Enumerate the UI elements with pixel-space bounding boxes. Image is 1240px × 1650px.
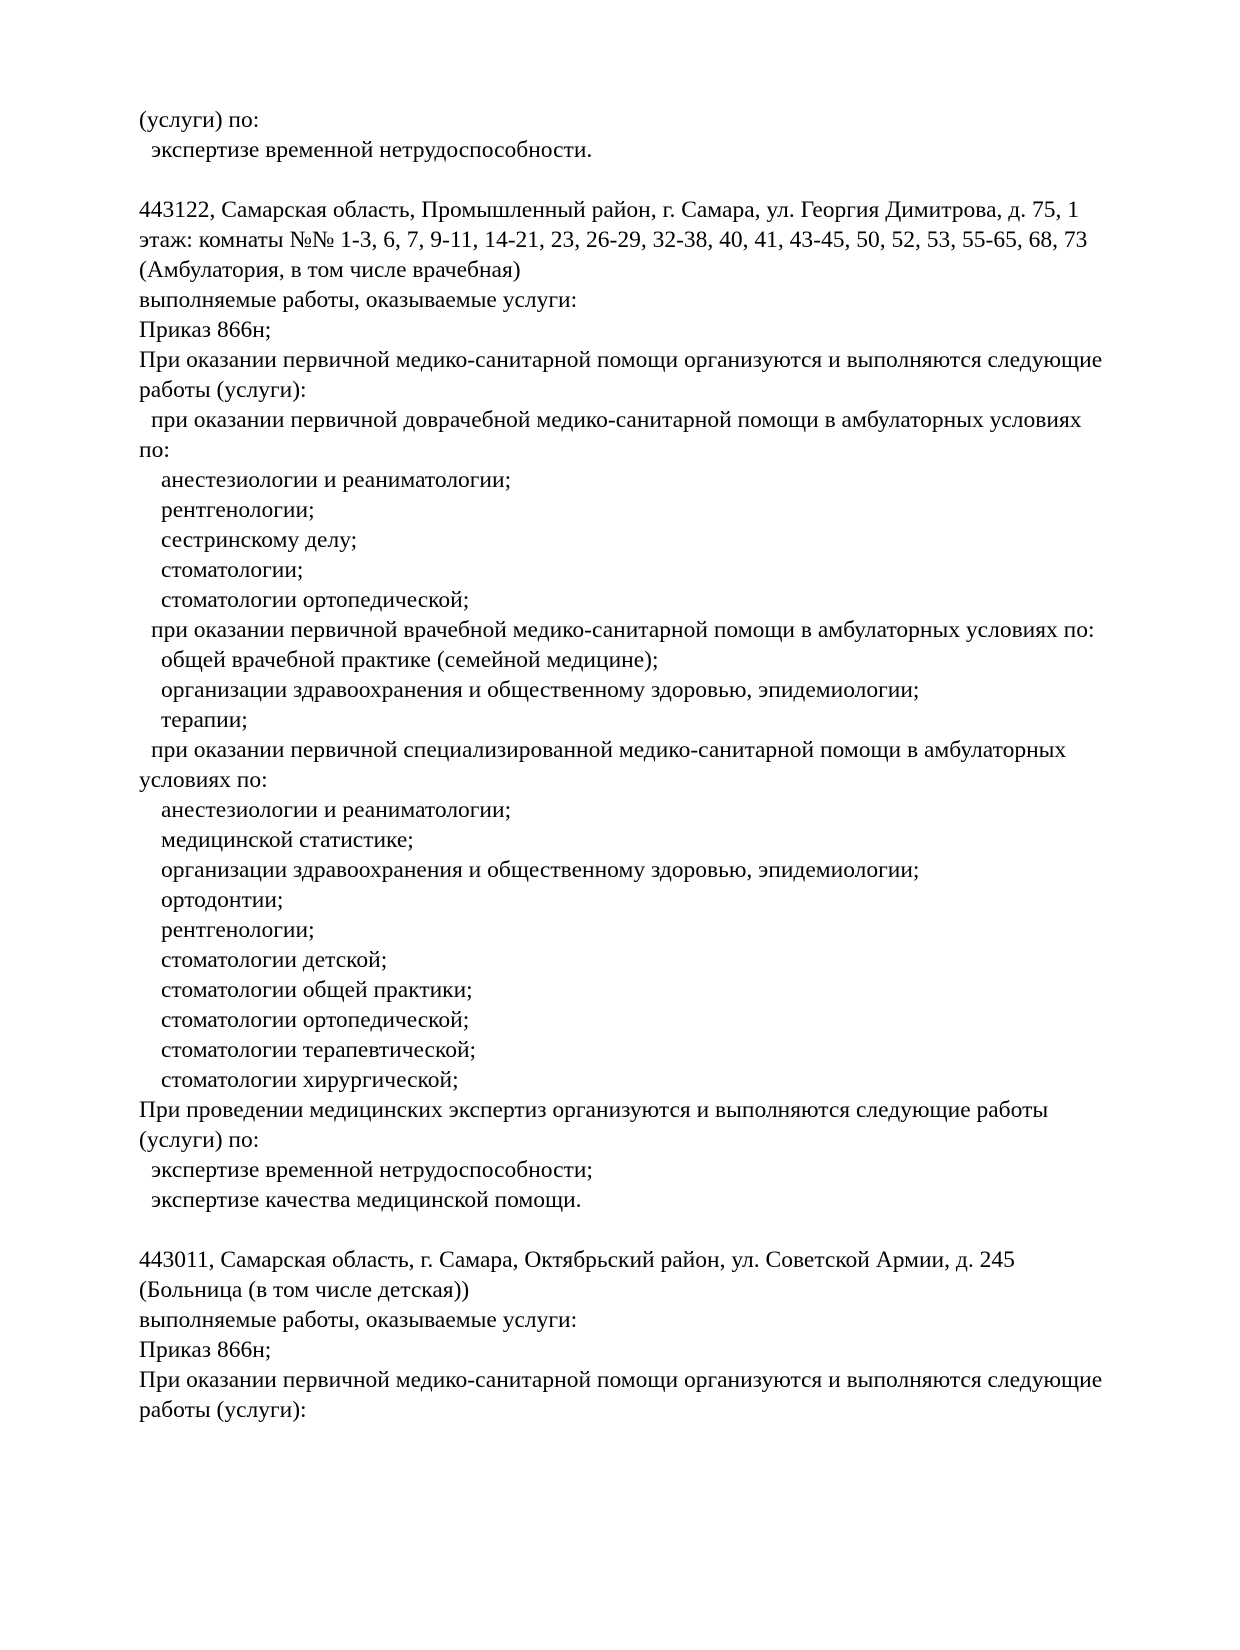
text-line: ортодонтии; xyxy=(161,887,284,913)
text-line: организации здравоохранения и общественному здоровью, эпидемиологии; xyxy=(161,857,920,883)
blank-line xyxy=(139,165,1209,195)
text-line: экспертизе временной нетрудоспособности; xyxy=(151,1157,593,1183)
text-line: Приказ 866н; xyxy=(139,1337,272,1363)
text-line: При оказании первичной медико-санитарной помощи организуются и выполняются следующие xyxy=(139,347,1103,373)
text-line: сестринскому делу; xyxy=(161,527,358,553)
text-line: При оказании первичной медико-санитарной помощи организуются и выполняются следующие xyxy=(139,1367,1103,1393)
text-line: организации здравоохранения и общественному здоровью, эпидемиологии; xyxy=(161,677,920,703)
text-line: при оказании первичной врачебной медико-санитарной помощи в амбулаторных условиях по: xyxy=(151,617,1095,643)
text-line: общей врачебной практике (семейной медицине); xyxy=(161,647,659,673)
text-line: (Амбулатория, в том числе врачебная) xyxy=(139,257,521,283)
text-line: анестезиологии и реаниматологии; xyxy=(161,467,512,493)
text-line: экспертизе качества медицинской помощи. xyxy=(151,1187,582,1213)
text-line: этаж: комнаты №№ 1-3, 6, 7, 9-11, 14-21, 23, 26-29, 32-38, 40, 41, 43-45, 50, 52, 53, 55-65, 68, 73 xyxy=(139,227,1088,253)
text-line: (услуги) по: xyxy=(139,1127,260,1153)
text-line: (услуги) по: xyxy=(139,107,260,133)
text-line: 443122, Самарская область, Промышленный район, г. Самара, ул. Георгия Димитрова, д. 75, 1 xyxy=(139,197,1079,223)
text-line: (Больница (в том числе детская)) xyxy=(139,1277,470,1303)
text-line: 443011, Самарская область, г. Самара, Октябрьский район, ул. Советской Армии, д. 245 xyxy=(139,1247,1015,1273)
text-line: работы (услуги): xyxy=(139,377,307,403)
text-line: стоматологии детской; xyxy=(161,947,388,973)
text-line: стоматологии терапевтической; xyxy=(161,1037,477,1063)
text-line: рентгенологии; xyxy=(161,917,315,943)
text-line: медицинской статистике; xyxy=(161,827,414,853)
text-line: При проведении медицинских экспертиз организуются и выполняются следующие работы xyxy=(139,1097,1049,1123)
text-line: рентгенологии; xyxy=(161,497,315,523)
text-line: Приказ 866н; xyxy=(139,317,272,343)
text-line: при оказании первичной специализированной медико-санитарной помощи в амбулаторных xyxy=(151,737,1067,763)
text-line: стоматологии общей практики; xyxy=(161,977,473,1003)
text-line: работы (услуги): xyxy=(139,1397,307,1423)
text-line: условиях по: xyxy=(139,767,268,793)
text-line: выполняемые работы, оказываемые услуги: xyxy=(139,287,578,313)
text-line: стоматологии; xyxy=(161,557,304,583)
document-text-block xyxy=(139,105,1209,1425)
text-line: стоматологии ортопедической; xyxy=(161,587,470,613)
text-line: терапии; xyxy=(161,707,248,733)
text-line: анестезиологии и реаниматологии; xyxy=(161,797,512,823)
text-line: стоматологии ортопедической; xyxy=(161,1007,470,1033)
text-line: при оказании первичной доврачебной медико-санитарной помощи в амбулаторных условиях xyxy=(151,407,1082,433)
text-line: экспертизе временной нетрудоспособности. xyxy=(151,137,593,163)
text-line: по: xyxy=(139,437,170,463)
text-line: стоматологии хирургической; xyxy=(161,1067,459,1093)
text-line: выполняемые работы, оказываемые услуги: xyxy=(139,1307,578,1333)
blank-line xyxy=(139,1215,1209,1245)
